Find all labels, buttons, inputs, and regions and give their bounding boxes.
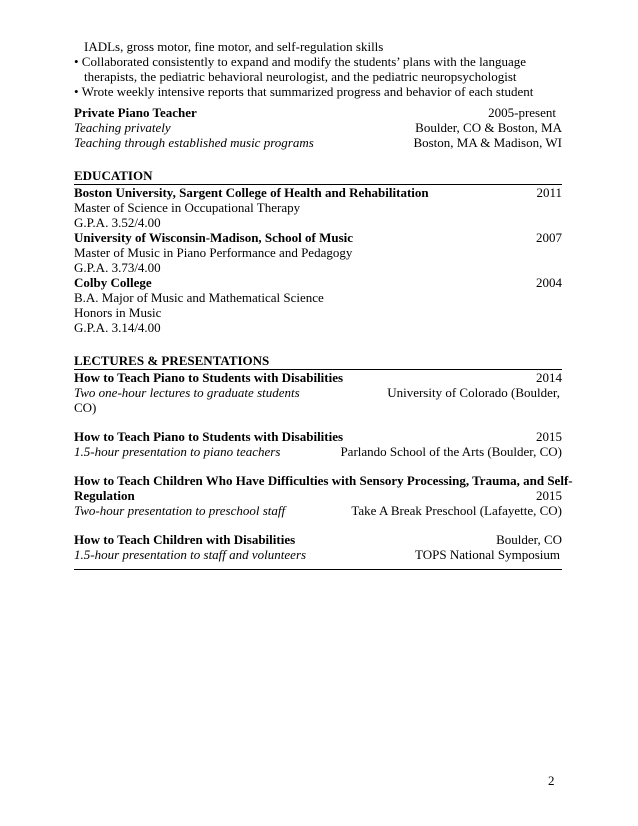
lecture-title: How to Teach Piano to Students with Disabilities: [74, 429, 344, 444]
graduation-year: 2011: [536, 185, 562, 200]
lecture-venue: University of Colorado (Boulder,: [387, 385, 560, 400]
lecture-description: Two-hour presentation to preschool staff: [74, 503, 286, 518]
degree: Master of Science in Occupational Therapy: [74, 200, 301, 215]
bullet-continuation: IADLs, gross motor, fine motor, and self-regulation skills: [84, 39, 384, 54]
spacer: [74, 459, 562, 473]
lecture-venue: Parlando School of the Arts (Boulder, CO): [340, 444, 562, 459]
bullet-item: • Wrote weekly intensive reports that summarized progress and behavior of each student: [74, 84, 534, 99]
lectures-heading: LECTURES & PRESENTATIONS: [74, 353, 562, 370]
lecture-year: 2014: [536, 370, 562, 385]
education-entry: [74, 185, 562, 230]
lecture-entry: [74, 370, 562, 415]
lecture-entry: [74, 429, 562, 459]
spacer: [74, 415, 562, 429]
bullet-item-continuation: therapists, the pediatric behavioral neurologist, and the pediatric neuropsychologist: [84, 69, 517, 84]
education-heading: EDUCATION: [74, 168, 562, 185]
page-number: 2: [548, 773, 555, 788]
lectures-section: [74, 370, 573, 570]
school-name: Colby College: [74, 275, 152, 290]
piano-teacher-entry: [74, 105, 562, 150]
previous-job-bullets: [74, 39, 562, 99]
school-name: Boston University, Sargent College of Health and Rehabilitation: [74, 185, 429, 200]
lecture-title: How to Teach Children with Disabilities: [74, 532, 296, 547]
job-location: Boulder, CO & Boston, MA: [415, 120, 562, 135]
lecture-title: How to Teach Piano to Students with Disabilities: [74, 370, 344, 385]
resume-page: [74, 39, 573, 570]
lecture-title-continuation: Regulation: [74, 488, 135, 503]
degree: B.A. Major of Music and Mathematical Science: [74, 290, 324, 305]
lecture-title: How to Teach Children Who Have Difficulties with Sensory Processing, Trauma, and Self-: [74, 473, 573, 488]
lecture-description: Two one-hour lectures to graduate students: [74, 385, 300, 400]
lecture-venue-continuation: CO): [74, 400, 97, 415]
spacer: [74, 518, 562, 532]
lecture-entry: [74, 473, 573, 518]
job-location: Boston, MA & Madison, WI: [413, 135, 562, 150]
lecture-year: 2015: [536, 429, 562, 444]
gpa: G.P.A. 3.52/4.00: [74, 215, 161, 230]
job-role: Teaching through established music programs: [74, 135, 314, 150]
lecture-venue: Take A Break Preschool (Lafayette, CO): [351, 503, 562, 518]
lecture-description: 1.5-hour presentation to piano teachers: [74, 444, 281, 459]
education-section: [74, 185, 562, 335]
lecture-description: 1.5-hour presentation to staff and volunteers: [74, 547, 307, 562]
graduation-year: 2007: [536, 230, 562, 245]
education-entry: [74, 275, 562, 335]
section-end-rule: [74, 562, 562, 570]
gpa: G.P.A. 3.73/4.00: [74, 260, 161, 275]
job-role: Teaching privately: [74, 120, 171, 135]
lecture-year: 2015: [536, 488, 562, 503]
bullet-item: • Collaborated consistently to expand and modify the students’ plans with the language: [74, 54, 526, 69]
lecture-location: Boulder, CO: [496, 532, 562, 547]
gpa: G.P.A. 3.14/4.00: [74, 320, 161, 335]
degree: Master of Music in Piano Performance and Pedagogy: [74, 245, 353, 260]
job-dates: 2005-present: [488, 105, 556, 120]
education-entry: [74, 230, 562, 275]
honors: Honors in Music: [74, 305, 162, 320]
lecture-entry: [74, 532, 562, 562]
lecture-venue: TOPS National Symposium: [415, 547, 560, 562]
job-title: Private Piano Teacher: [74, 105, 197, 120]
school-name: University of Wisconsin-Madison, School of Music: [74, 230, 354, 245]
graduation-year: 2004: [536, 275, 562, 290]
